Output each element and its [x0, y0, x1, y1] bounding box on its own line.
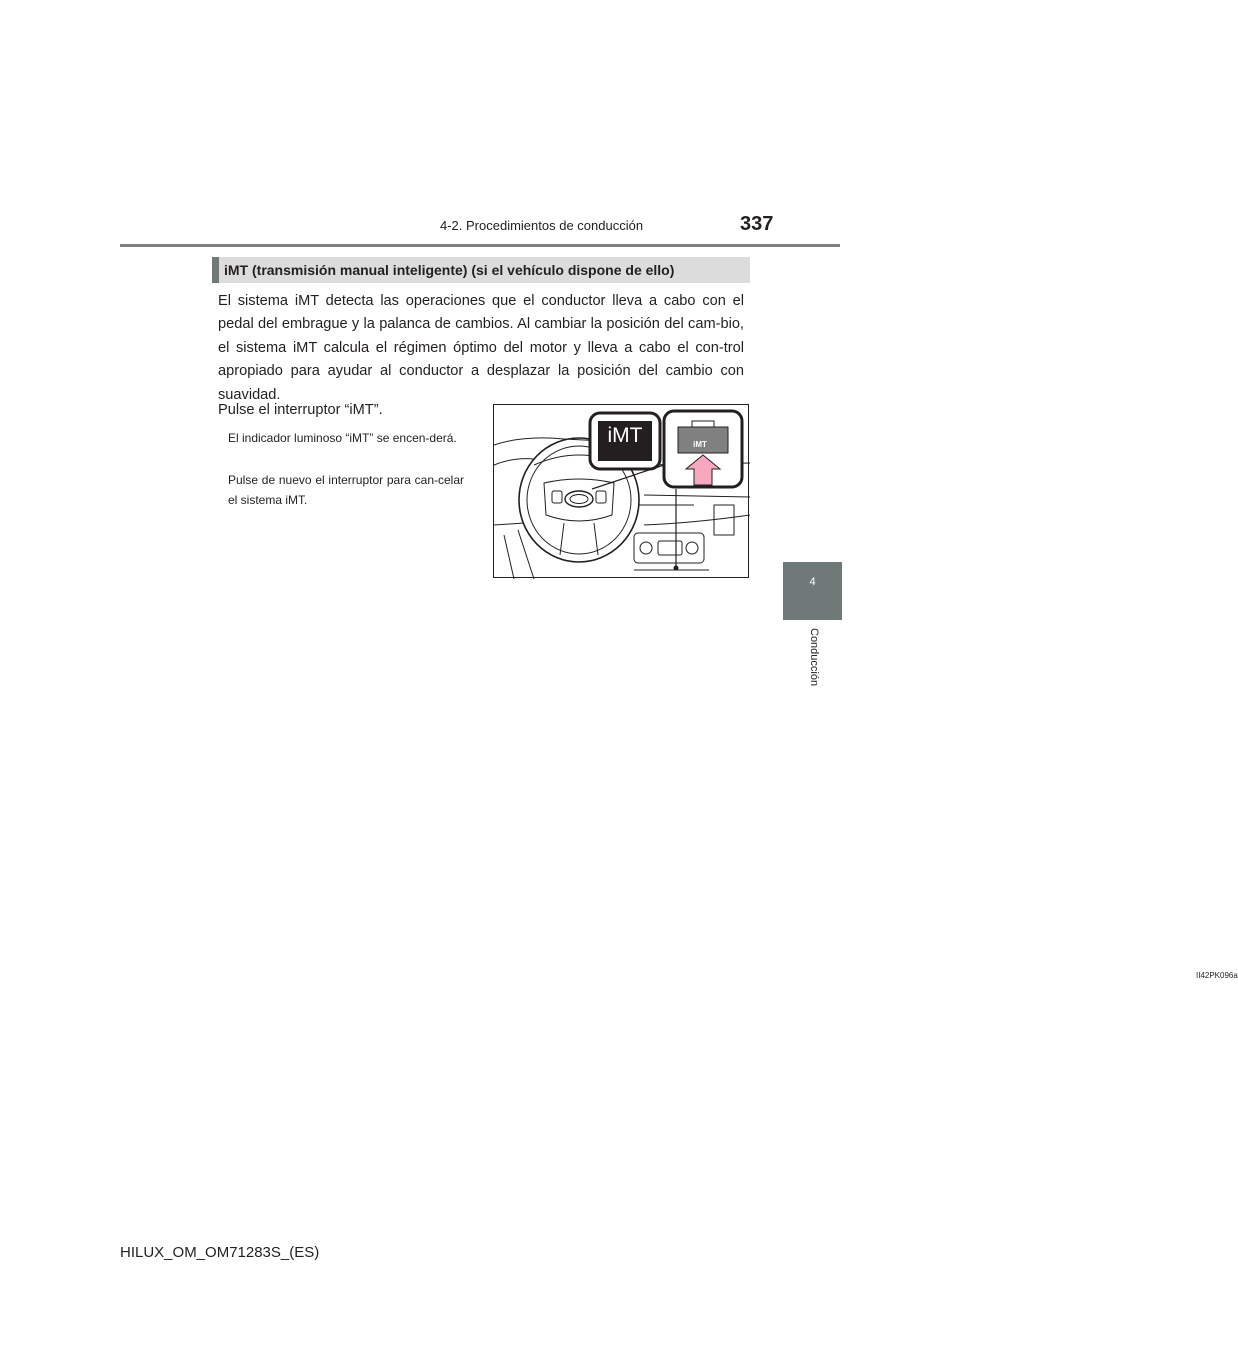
- header-rule: [120, 244, 840, 247]
- chapter-tab: [783, 562, 842, 620]
- running-header-section: 4-2. Procedimientos de conducción: [440, 218, 644, 233]
- note-indicator-on: El indicador luminoso “iMT” se encen-derá.: [228, 431, 457, 445]
- page-number: 337: [740, 213, 774, 235]
- intro-paragraph: El sistema iMT detecta las operaciones que el conductor lleva a cabo con el pedal del embrague y la palanca de cambios. Al cambiar la posición del cam-bio, el sistema iMT calcula el régimen óptimo del motor y lleva a cabo el con-trol apropiado para ayudar al conductor a desplazar la posición del cambio con suavidad.: [218, 293, 744, 403]
- note-cancel: Pulse de nuevo el interruptor para can-celar el sistema iMT.: [228, 473, 464, 507]
- section-heading-bar: [212, 257, 750, 283]
- figure-reference: II42PK096a: [1196, 971, 1238, 980]
- chapter-label: Conducción: [808, 628, 820, 687]
- section-marker: [212, 257, 219, 283]
- step-instruction: Pulse el interruptor “iMT”.: [218, 402, 383, 418]
- section-title: iMT (transmisión manual inteligente) (si el vehículo dispone de ello): [224, 262, 675, 278]
- chapter-number: 4: [809, 576, 816, 588]
- chapter-tab-label: [783, 622, 842, 700]
- switch-label: iMT: [693, 440, 707, 449]
- indicator-label: iMT: [607, 424, 643, 447]
- document-id: HILUX_OM_OM71283S_(ES): [120, 1244, 320, 1261]
